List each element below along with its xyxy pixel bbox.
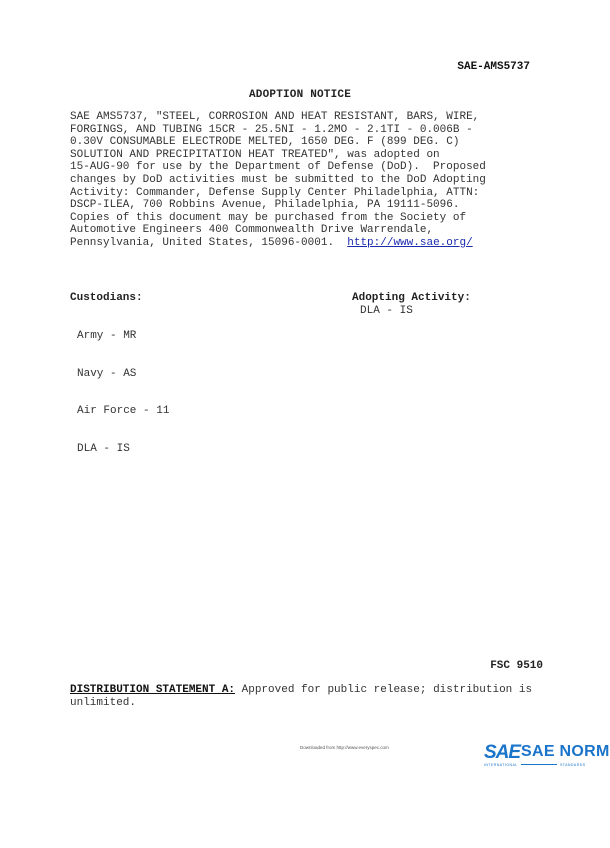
logo-subtext-right: STANDARDS — [560, 763, 586, 767]
notice-title: ADOPTION NOTICE — [248, 89, 352, 101]
footer-note: Downloaded from http://www.everyspec.com — [300, 745, 389, 750]
custodians-heading: Custodians: — [70, 292, 143, 304]
custodian-entry: Air Force - 11 — [77, 405, 170, 417]
custodian-entry: Navy - AS — [77, 367, 137, 380]
logo-subtext-left: INTERNATIONAL — [484, 763, 518, 767]
body-line: DSCP-ILEA, 700 Robbins Avenue, Philadelphia, PA 19111-5096. — [70, 199, 460, 212]
body-line: SAE AMS5737, "STEEL, CORROSION AND HEAT RESISTANT, BARS, WIRE, — [70, 111, 480, 123]
sae-website-link[interactable]: http://www.sae.org/ — [347, 236, 473, 249]
body-line: Automotive Engineers 400 Commonwealth Drive Warrendale, — [70, 224, 434, 237]
custodian-entry: DLA - IS — [77, 442, 130, 455]
body-line: changes by DoD activities must be submitted to the DoD Adopting — [70, 173, 486, 186]
body-line: SOLUTION AND PRECIPITATION HEAT TREATED", was adopted on — [70, 148, 440, 161]
body-last-line — [70, 237, 545, 250]
adopting-activity-value: DLA - IS — [360, 305, 413, 317]
custodian-entry: Army - MR — [77, 330, 137, 342]
body-line: FORGINGS, AND TUBING 15CR - 25.5NI - 1.2MO - 2.1TI - 0.006B - — [70, 123, 473, 136]
adopting-activity-heading: Adopting Activity: — [352, 292, 471, 304]
sae-norm-logo — [484, 740, 610, 770]
body-line-text: Pennsylvania, United States, 15096-0001. — [70, 236, 348, 249]
distribution-label: DISTRIBUTION STATEMENT A: — [70, 684, 236, 696]
logo-divider — [521, 764, 557, 765]
fsc-code: FSC 9510 — [490, 660, 543, 672]
body-line: 0.30V CONSUMABLE ELECTRODE MELTED, 1650 DEG. F (899 DEG. C) — [70, 136, 460, 149]
body-line: Activity: Commander, Defense Supply Center Philadelphia, ATTN: — [70, 186, 480, 199]
distribution-statement — [70, 684, 550, 710]
body-line: Copies of this document may be purchased from the Society of — [70, 211, 467, 224]
body-line: 15-AUG-90 for use by the Department of Defense (DoD). Proposed — [70, 161, 486, 174]
logo-sae-mark: SAE — [484, 742, 521, 763]
distribution-text: Approved for public release; distribution is unlimited. — [70, 684, 533, 709]
notice-body — [70, 111, 545, 250]
logo-text: SAE NORM — [521, 743, 610, 760]
document-id: SAE-AMS5737 — [457, 61, 530, 73]
custodians-list — [77, 305, 169, 468]
